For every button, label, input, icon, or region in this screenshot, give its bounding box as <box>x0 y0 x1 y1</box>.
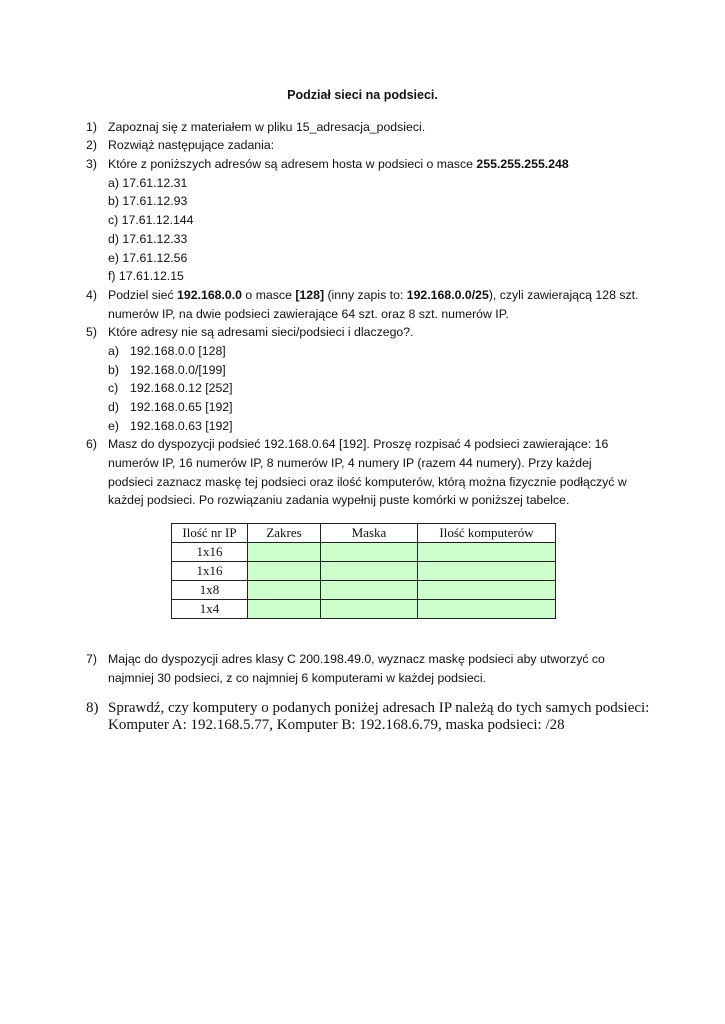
item-3-option-f: f) 17.61.12.15 <box>108 269 184 283</box>
item-8-number: 8) <box>86 700 99 716</box>
item-4-p3: o masce <box>242 288 296 302</box>
table-header-row <box>172 524 556 543</box>
item-6-line-4: każdej podsieci. Po rozwiązaniu zadania wypełnij puste komórki w poniższej tabelce. <box>108 493 570 507</box>
table-cell-range[interactable] <box>248 581 321 600</box>
item-5-text: Które adresy nie są adresami sieci/podsieci i dlaczego?. <box>108 325 414 339</box>
table-row <box>172 600 556 619</box>
table-header-computers: Ilość komputerów <box>418 524 556 543</box>
item-2-number: 2) <box>86 138 97 152</box>
item-4-mask: [128] <box>295 288 325 302</box>
table-cell-ip-count: 1x8 <box>172 581 248 600</box>
table-cell-mask[interactable] <box>321 562 418 581</box>
table-cell-computers[interactable] <box>418 581 556 600</box>
item-5-letter-c: c) <box>108 381 119 395</box>
item-4-cidr: 192.168.0.0/25 <box>406 288 489 302</box>
item-3-option-b: b) 17.61.12.93 <box>108 194 188 208</box>
item-4-number: 4) <box>86 288 97 302</box>
item-3-text-a: Które z poniższych adresów są adresem hosta w podsieci o masce <box>108 157 477 171</box>
item-3-option-c: c) 17.61.12.144 <box>108 213 194 227</box>
table-cell-mask[interactable] <box>321 543 418 562</box>
table-row <box>172 543 556 562</box>
table-cell-computers[interactable] <box>418 543 556 562</box>
item-5-letter-b: b) <box>108 363 119 377</box>
item-3-number: 3) <box>86 157 97 171</box>
item-3-option-a: a) 17.61.12.31 <box>108 176 188 190</box>
item-5-value-c: 192.168.0.12 [252] <box>130 381 233 395</box>
item-8-line-1: Sprawdź, czy komputery o podanych poniżej adresach IP należą do tych samych podsieci: <box>108 700 650 716</box>
table-cell-computers[interactable] <box>418 600 556 619</box>
table-cell-computers[interactable] <box>418 562 556 581</box>
item-5-value-b: 192.168.0.0/[199] <box>130 363 226 377</box>
item-4-p1: Podziel sieć <box>108 288 178 302</box>
item-5-letter-a: a) <box>108 344 119 358</box>
table-cell-ip-count: 1x16 <box>172 562 248 581</box>
table-header-mask: Maska <box>321 524 418 543</box>
item-7-line-2: najmniej 30 podsieci, z co najmniej 6 komputerami w każdej podsieci. <box>108 671 486 685</box>
table-cell-mask[interactable] <box>321 600 418 619</box>
item-5-value-e: 192.168.0.63 [192] <box>130 419 233 433</box>
item-4-network: 192.168.0.0 <box>177 288 243 302</box>
item-6-line-1: Masz do dyspozycji podsieć 192.168.0.64 [192]. Proszę rozpisać 4 podsieci zawierające: 16 <box>108 437 609 451</box>
item-5-letter-d: d) <box>108 400 119 414</box>
table-cell-mask[interactable] <box>321 581 418 600</box>
item-2-text: Rozwiąż następujące zadania: <box>108 138 275 152</box>
subnet-table <box>171 523 556 619</box>
table-row <box>172 581 556 600</box>
item-4-p5: (inny zapis to: <box>324 288 407 302</box>
item-6-line-2: numerów IP, 16 numerów IP, 8 numerów IP, 4 numery IP (razem 44 numery). Przy każdej <box>108 456 592 470</box>
item-7-line-1: Mając do dyspozycji adres klasy C 200.198.49.0, wyznacz maskę podsieci aby utworzyć co <box>108 652 605 666</box>
item-6-line-3: podsieci zaznacz maskę tej podsieci oraz ilość komputerów, którą można fizycznie podłączyć w <box>108 475 627 489</box>
item-5-value-a: 192.168.0.0 [128] <box>130 344 226 358</box>
item-3-option-d: d) 17.61.12.33 <box>108 232 188 246</box>
page-title: Podział sieci na podsieci. <box>287 88 438 102</box>
item-5-value-d: 192.168.0.65 [192] <box>130 400 233 414</box>
item-3-mask: 255.255.255.248 <box>476 157 569 171</box>
table-cell-range[interactable] <box>248 562 321 581</box>
table-cell-range[interactable] <box>248 600 321 619</box>
item-4-p7: ), czyli zawierającą 128 szt. <box>488 288 639 302</box>
item-5-number: 5) <box>86 325 97 339</box>
item-3-option-e: e) 17.61.12.56 <box>108 251 188 265</box>
item-1-number: 1) <box>86 120 97 134</box>
table-cell-ip-count: 1x16 <box>172 543 248 562</box>
item-1-text: Zapoznaj się z materiałem w pliku 15_adresacja_podsieci. <box>108 120 426 134</box>
table-row <box>172 562 556 581</box>
item-5-letter-e: e) <box>108 419 119 433</box>
item-4-text <box>108 286 638 304</box>
item-7-number: 7) <box>86 652 97 666</box>
item-3-text <box>108 155 569 173</box>
item-6-number: 6) <box>86 437 97 451</box>
table-header-range: Zakres <box>248 524 321 543</box>
table-cell-ip-count: 1x4 <box>172 600 248 619</box>
table-header-ip-count: Ilość nr IP <box>172 524 248 543</box>
item-4-line-2: numerów IP, na dwie podsieci zawierające 64 szt. oraz 8 szt. numerów IP. <box>108 307 509 321</box>
item-8-line-2: Komputer A: 192.168.5.77, Komputer B: 192.168.6.79, maska podsieci: /28 <box>108 717 565 733</box>
table-cell-range[interactable] <box>248 543 321 562</box>
